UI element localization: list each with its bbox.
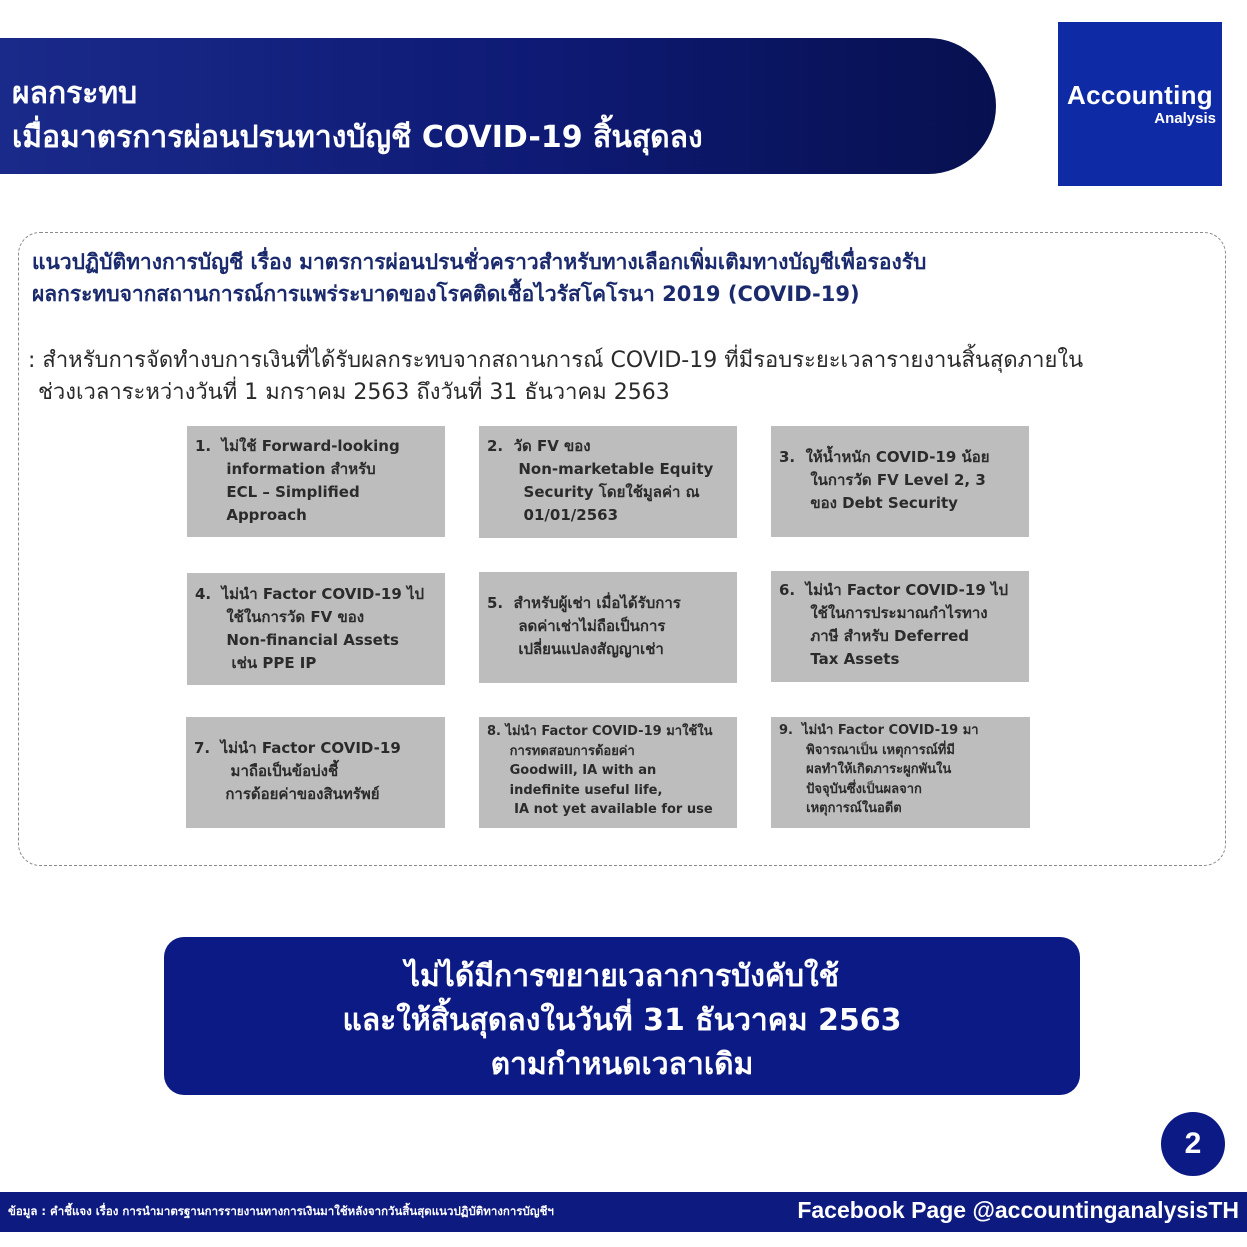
measure-card-9 [771,717,1030,828]
footer-bar [0,1192,1247,1232]
measure-text-8: 8. ไม่นำ Factor COVID-19 มาใช้ใน การทดสอบการด้อยค่า Goodwill, IA with an indefinite useful life, IA not yet available for use [487,724,713,817]
measure-card-8 [479,717,737,828]
brand-logo [1058,22,1222,186]
measure-text-1: 1. ไม่ใช้ Forward-looking information สำหรับ ECL – Simplified Approach [195,437,400,524]
page-number-badge: 2 [1161,1112,1225,1176]
measure-text-4: 4. ไม่นำ Factor COVID-19 ไป ใช้ในการวัด FV ของ Non-financial Assets เช่น PPE IP [195,585,425,672]
measure-card-4 [187,573,445,685]
guideline-heading-line2: ผลกระทบจากสถานการณ์การแพร่ระบาดของโรคติดเชื้อไวรัสโคโรนา 2019 (COVID-19) [32,282,860,306]
guideline-desc-line1: : สำหรับการจัดทำงบการเงินที่ได้รับผลกระทบจากสถานการณ์ COVID-19 ที่มีรอบระยะเวลารายงานสิ้นสุดภายใน [28,348,1084,373]
page-title-line1: ผลกระทบ [12,76,138,111]
logo-main-text: Accounting [1067,80,1213,110]
measure-card-3 [771,426,1029,537]
conclusion-line3: ตามกำหนดเวลาเดิม [490,1047,754,1082]
footer-facebook-link[interactable]: Facebook Page @accountinganalysisTH [797,1197,1239,1223]
page-title-line2: เมื่อมาตรการผ่อนปรนทางบัญชี COVID-19 สิ้นสุดลง [12,120,703,155]
measure-text-6: 6. ไม่นำ Factor COVID-19 ไป ใช้ในการประมาณกำไรทาง ภาษี สำหรับ Deferred Tax Assets [779,581,1009,668]
measure-card-7 [186,717,445,828]
measure-card-6 [771,571,1029,682]
guideline-heading-line1: แนวปฏิบัติทางการบัญชี เรื่อง มาตรการผ่อนปรนชั่วคราวสำหรับทางเลือกเพิ่มเติมทางบัญชีเพื่อรองรับ [32,250,927,274]
conclusion-panel [164,937,1080,1095]
measure-text-7: 7. ไม่นำ Factor COVID-19 มาถือเป็นข้อบ่งชี้ การด้อยค่าของสินทรัพย์ [194,739,401,803]
measure-text-3: 3. ให้น้ำหนัก COVID-19 น้อย ในการวัด FV Level 2, 3 ของ Debt Security [779,448,990,512]
footer-source-text: ข้อมูล : คำชี้แจง เรื่อง การนำมาตรฐานการรายงานทางการเงินมาใช้หลังจากวันสิ้นสุดแนวปฏิบัติทางการบัญชีฯ [8,1204,554,1218]
measure-text-5: 5. สำหรับผู้เช่า เมื่อได้รับการ ลดค่าเช่าไม่ถือเป็นการ เปลี่ยนแปลงสัญญาเช่า [487,594,681,658]
conclusion-line2: และให้สิ้นสุดลงในวันที่ 31 ธันวาคม 2563 [342,1003,902,1038]
measure-card-2 [479,426,737,538]
measure-text-2: 2. วัด FV ของ Non-marketable Equity Security โดยใช้มูลค่า ณ 01/01/2563 [487,437,714,524]
logo-sub-text: Analysis [1154,110,1216,127]
guideline-desc-line2: ช่วงเวลาระหว่างวันที่ 1 มกราคม 2563 ถึงวันที่ 31 ธันวาคม 2563 [38,380,670,405]
measure-card-1 [187,426,445,537]
measure-card-5 [479,572,737,683]
conclusion-line1: ไม่ได้มีการขยายเวลาการบังคับใช้ [404,959,840,994]
measure-text-9: 9. ไม่นำ Factor COVID-19 มา พิจารณาเป็น เหตุการณ์ที่มี ผลทำให้เกิดภาระผูกพันใน ปัจจุบันซึ่งเป็นผลจาก เหตุการณ์ในอดีต [779,723,979,816]
